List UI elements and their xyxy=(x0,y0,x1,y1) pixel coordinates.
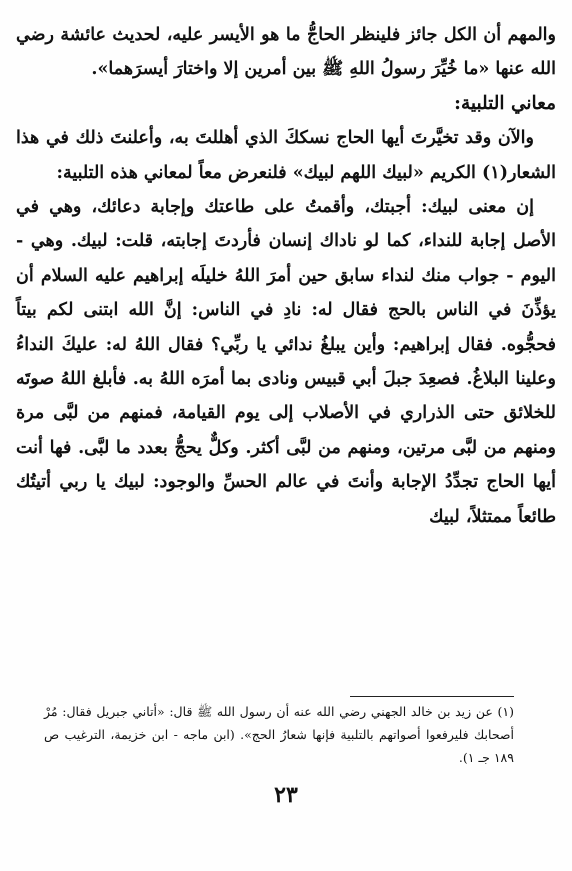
main-text xyxy=(16,18,556,534)
section-heading: معاني التلبية: xyxy=(454,92,556,114)
paragraph-text: إن معنى لبيك: أجبتك، وأقمتُ على طاعتك وإجابة دعائك، وهي في الأصل إجابة للنداء، كما لو ناداك إنسان فأردتَ إجابته، قلت: لبيك. وهي - اليوم - جواب منك لنداء سابق حين أمرَ اللهُ خليلَه إبراهيم عليه السلام أن يؤذِّنَ في الناس بالحج فقال له: نادِ في الناس: إنَّ الله ابتنى لكم بيتاً فحجُّوه. فقال إبراهيم: وأين يبلغُ ندائي يا ربِّي؟ فقال اللهُ له: عليكَ النداءُ وعلينا البلاغُ. فصعِدَ جبلَ أبي قبيس ونادى بما أمرَه اللهُ به. فأبلغ اللهُ صوتَه للخلائق حتى الذراري في الأصلاب إلى يوم القيامة، فمنهم من لبَّى مرة ومنهم من لبَّى مرتين، ومنهم من لبَّى أكثر. وكلٌّ يحجُّ بعدد ما لبَّى. فها أنت أيها الحاج تجدِّدُ الإجابة وأنتَ في عالم الحسِّ والوجود: لبيك يا ربي أتيتُك طائعاً ممتثلاً، لبيك xyxy=(16,197,556,527)
footnotes xyxy=(44,700,514,769)
paragraph-text: والمهم أن الكل جائز فلينظر الحاجُّ ما هو الأيسر عليه، لحديث عائشة رضي الله عنها «ما خُيِّرَ رسولُ اللهِ ﷺ بين أمرين إلا واختارَ أيسرَهما». xyxy=(16,25,556,80)
footnote-text: (١) عن زيد بن خالد الجهني رضي الله عنه أن رسول الله ﷺ قال: «أتاني جبريل فقال: مُرْ أصحابك فليرفعوا أصواتهم بالتلبية فإنها شعارُ الحج». (ابن ماجه - ابن خزيمة، الترغيب ص ١٨٩ جـ ١). xyxy=(44,704,514,765)
footnote-divider xyxy=(350,696,514,697)
paragraph-text: والآن وقد تخيَّرتَ أيها الحاج نسككَ الذي أهللتَ به، وأعلنتَ ذلك في هذا الشعار(١) الكريم «لبيك اللهم لبيك» فلنعرض معاً لمعاني هذه التلبية: xyxy=(16,128,556,183)
page-number: ٢٣ xyxy=(274,782,298,808)
